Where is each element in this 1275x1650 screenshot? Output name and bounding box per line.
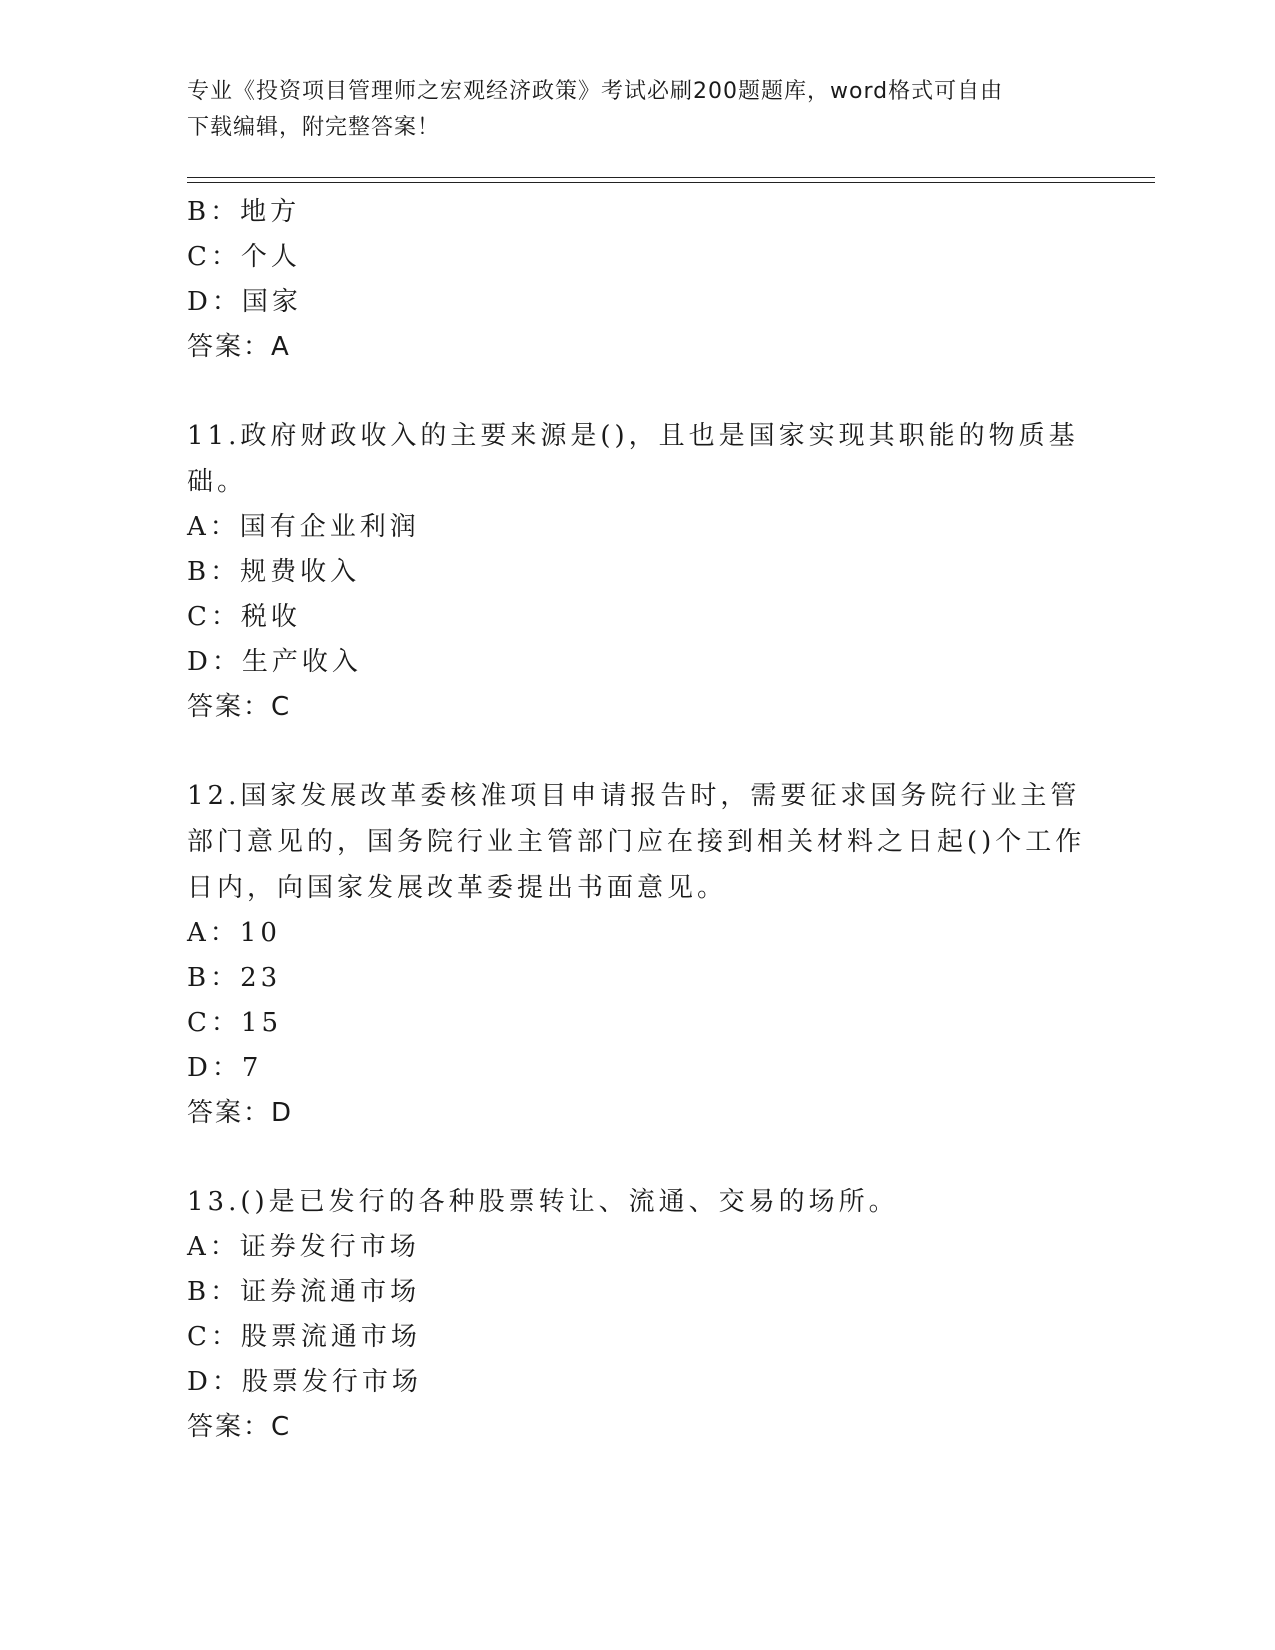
option-text: 生产收入 (241, 647, 362, 677)
option-b (187, 190, 1087, 235)
option-text: 个人 (240, 242, 301, 272)
question-stem: 12.国家发展改革委核准项目申请报告时，需要征求国务院行业主管部门意见的，国务院行业主管部门应在接到相关材料之日起()个工作日内，向国家发展改革委提出书面意见。 (187, 781, 1086, 903)
answer-label: 答案： (187, 332, 272, 362)
option-key: B： (187, 557, 241, 587)
option-d (187, 280, 1087, 325)
option-b (187, 1270, 1087, 1315)
previous-question-tail (187, 190, 1087, 370)
option-key: C： (187, 1008, 241, 1038)
option-key: A： (187, 512, 240, 542)
option-key: C： (187, 602, 241, 632)
option-text: 证券流通市场 (240, 1277, 421, 1307)
answer-value: C (271, 1412, 292, 1442)
option-d (187, 1360, 1087, 1405)
answer-line (187, 685, 1087, 730)
answer-label: 答案： (187, 1098, 272, 1128)
option-c (187, 1315, 1087, 1360)
option-text: 国有企业利润 (239, 512, 420, 542)
answer-value: D (271, 1098, 294, 1128)
answer-label: 答案： (187, 1412, 272, 1442)
answer-value: A (271, 332, 291, 362)
option-text: 股票流通市场 (240, 1322, 421, 1352)
option-key: A： (187, 1232, 240, 1262)
question-13 (187, 1179, 1087, 1450)
question-stem: 13.()是已发行的各种股票转让、流通、交易的场所。 (187, 1187, 899, 1217)
option-text: 15 (240, 1008, 282, 1038)
option-key: B： (187, 197, 241, 227)
option-text: 7 (241, 1053, 263, 1083)
option-key: B： (187, 963, 241, 993)
option-key: D： (187, 287, 242, 317)
option-a (187, 505, 1087, 550)
question-stem: 11.政府财政收入的主要来源是()，且也是国家实现其职能的物质基础。 (187, 421, 1079, 497)
option-text: 10 (239, 918, 281, 948)
option-key: C： (187, 242, 241, 272)
option-d (187, 640, 1087, 685)
option-text: 证券发行市场 (239, 1232, 420, 1262)
option-key: B： (187, 1277, 241, 1307)
option-b (187, 956, 1087, 1001)
header-line-2: 下载编辑，附完整答案！ (187, 115, 441, 140)
answer-value: C (271, 692, 292, 722)
answer-label: 答案： (187, 692, 272, 722)
option-text: 国家 (241, 287, 302, 317)
option-key: D： (187, 647, 242, 677)
option-key: A： (187, 918, 240, 948)
option-a (187, 911, 1087, 956)
option-text: 股票发行市场 (241, 1367, 422, 1397)
option-key: C： (187, 1322, 241, 1352)
header-divider-top (187, 177, 1155, 178)
option-a (187, 1225, 1087, 1270)
document-header (187, 74, 1067, 146)
question-content (187, 190, 1087, 1450)
option-text: 地方 (240, 197, 301, 227)
option-text: 23 (240, 963, 282, 993)
option-b (187, 550, 1087, 595)
option-text: 税收 (240, 602, 301, 632)
option-text: 规费收入 (240, 557, 361, 587)
answer-line (187, 1091, 1087, 1136)
header-line-1: 专业《投资项目管理师之宏观经济政策》考试必刷200题题库，word格式可自由 (187, 79, 1004, 104)
option-c (187, 595, 1087, 640)
answer-line (187, 325, 1087, 370)
option-key: D： (187, 1053, 242, 1083)
option-c (187, 235, 1087, 280)
answer-line (187, 1405, 1087, 1450)
option-c (187, 1001, 1087, 1046)
option-key: D： (187, 1367, 242, 1397)
question-11 (187, 413, 1087, 730)
header-divider-bottom (187, 182, 1155, 183)
question-12 (187, 773, 1087, 1136)
option-d (187, 1046, 1087, 1091)
